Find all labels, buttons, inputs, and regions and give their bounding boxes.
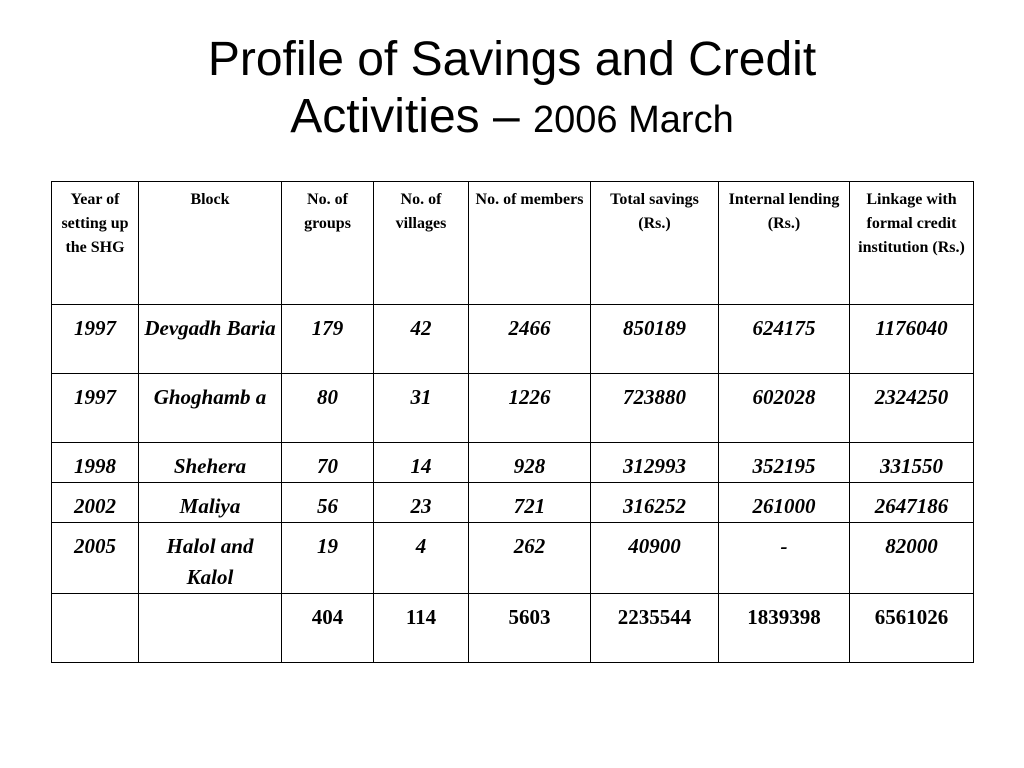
title-main-text: Activities – bbox=[290, 89, 534, 143]
cell-internal-lending: 602028 bbox=[719, 374, 850, 443]
total-block bbox=[139, 594, 282, 663]
cell-villages: 31 bbox=[374, 374, 469, 443]
total-members: 5603 bbox=[469, 594, 591, 663]
totals-row bbox=[52, 594, 974, 663]
cell-villages: 42 bbox=[374, 305, 469, 374]
cell-linkage: 2647186 bbox=[850, 483, 974, 523]
cell-year: 2002 bbox=[52, 483, 139, 523]
cell-savings: 850189 bbox=[591, 305, 719, 374]
title-line-1: Profile of Savings and Credit bbox=[207, 33, 817, 86]
cell-groups: 80 bbox=[282, 374, 374, 443]
header-block: Block bbox=[139, 182, 282, 305]
cell-members: 262 bbox=[469, 523, 591, 594]
table-header-row bbox=[52, 182, 974, 305]
cell-internal-lending: 352195 bbox=[719, 443, 850, 483]
cell-groups: 70 bbox=[282, 443, 374, 483]
slide-title bbox=[0, 32, 1024, 145]
cell-year: 1997 bbox=[52, 374, 139, 443]
header-linkage: Linkage with formal credit institution (Rs.) bbox=[850, 182, 974, 305]
header-year: Year of setting up the SHG bbox=[52, 182, 139, 305]
cell-linkage: 2324250 bbox=[850, 374, 974, 443]
cell-members: 1226 bbox=[469, 374, 591, 443]
cell-internal-lending: 261000 bbox=[719, 483, 850, 523]
total-year bbox=[52, 594, 139, 663]
cell-villages: 23 bbox=[374, 483, 469, 523]
cell-year: 1997 bbox=[52, 305, 139, 374]
header-savings: Total savings (Rs.) bbox=[591, 182, 719, 305]
table-row bbox=[52, 443, 974, 483]
total-linkage: 6561026 bbox=[850, 594, 974, 663]
header-members: No. of members bbox=[469, 182, 591, 305]
cell-members: 928 bbox=[469, 443, 591, 483]
table-row bbox=[52, 374, 974, 443]
title-line-2 bbox=[0, 89, 1024, 146]
title-date-text: 2006 March bbox=[533, 98, 734, 141]
cell-internal-lending: - bbox=[719, 523, 850, 594]
cell-savings: 316252 bbox=[591, 483, 719, 523]
cell-block: Devgadh Baria bbox=[139, 305, 282, 374]
cell-villages: 14 bbox=[374, 443, 469, 483]
cell-members: 721 bbox=[469, 483, 591, 523]
cell-savings: 40900 bbox=[591, 523, 719, 594]
table-row bbox=[52, 305, 974, 374]
cell-block: Shehera bbox=[139, 443, 282, 483]
cell-groups: 179 bbox=[282, 305, 374, 374]
cell-block: Ghoghamb a bbox=[139, 374, 282, 443]
table-row bbox=[52, 523, 974, 594]
savings-credit-table bbox=[51, 181, 974, 663]
cell-linkage: 82000 bbox=[850, 523, 974, 594]
total-groups: 404 bbox=[282, 594, 374, 663]
total-villages: 114 bbox=[374, 594, 469, 663]
cell-members: 2466 bbox=[469, 305, 591, 374]
cell-block: Maliya bbox=[139, 483, 282, 523]
cell-savings: 723880 bbox=[591, 374, 719, 443]
cell-linkage: 1176040 bbox=[850, 305, 974, 374]
cell-linkage: 331550 bbox=[850, 443, 974, 483]
cell-block: Halol and Kalol bbox=[139, 523, 282, 594]
cell-internal-lending: 624175 bbox=[719, 305, 850, 374]
header-internal-lending: Internal lending (Rs.) bbox=[719, 182, 850, 305]
total-internal-lending: 1839398 bbox=[719, 594, 850, 663]
cell-year: 2005 bbox=[52, 523, 139, 594]
cell-groups: 19 bbox=[282, 523, 374, 594]
table-row bbox=[52, 483, 974, 523]
total-savings: 2235544 bbox=[591, 594, 719, 663]
header-villages: No. of villages bbox=[374, 182, 469, 305]
cell-year: 1998 bbox=[52, 443, 139, 483]
cell-groups: 56 bbox=[282, 483, 374, 523]
cell-savings: 312993 bbox=[591, 443, 719, 483]
cell-villages: 4 bbox=[374, 523, 469, 594]
header-groups: No. of groups bbox=[282, 182, 374, 305]
